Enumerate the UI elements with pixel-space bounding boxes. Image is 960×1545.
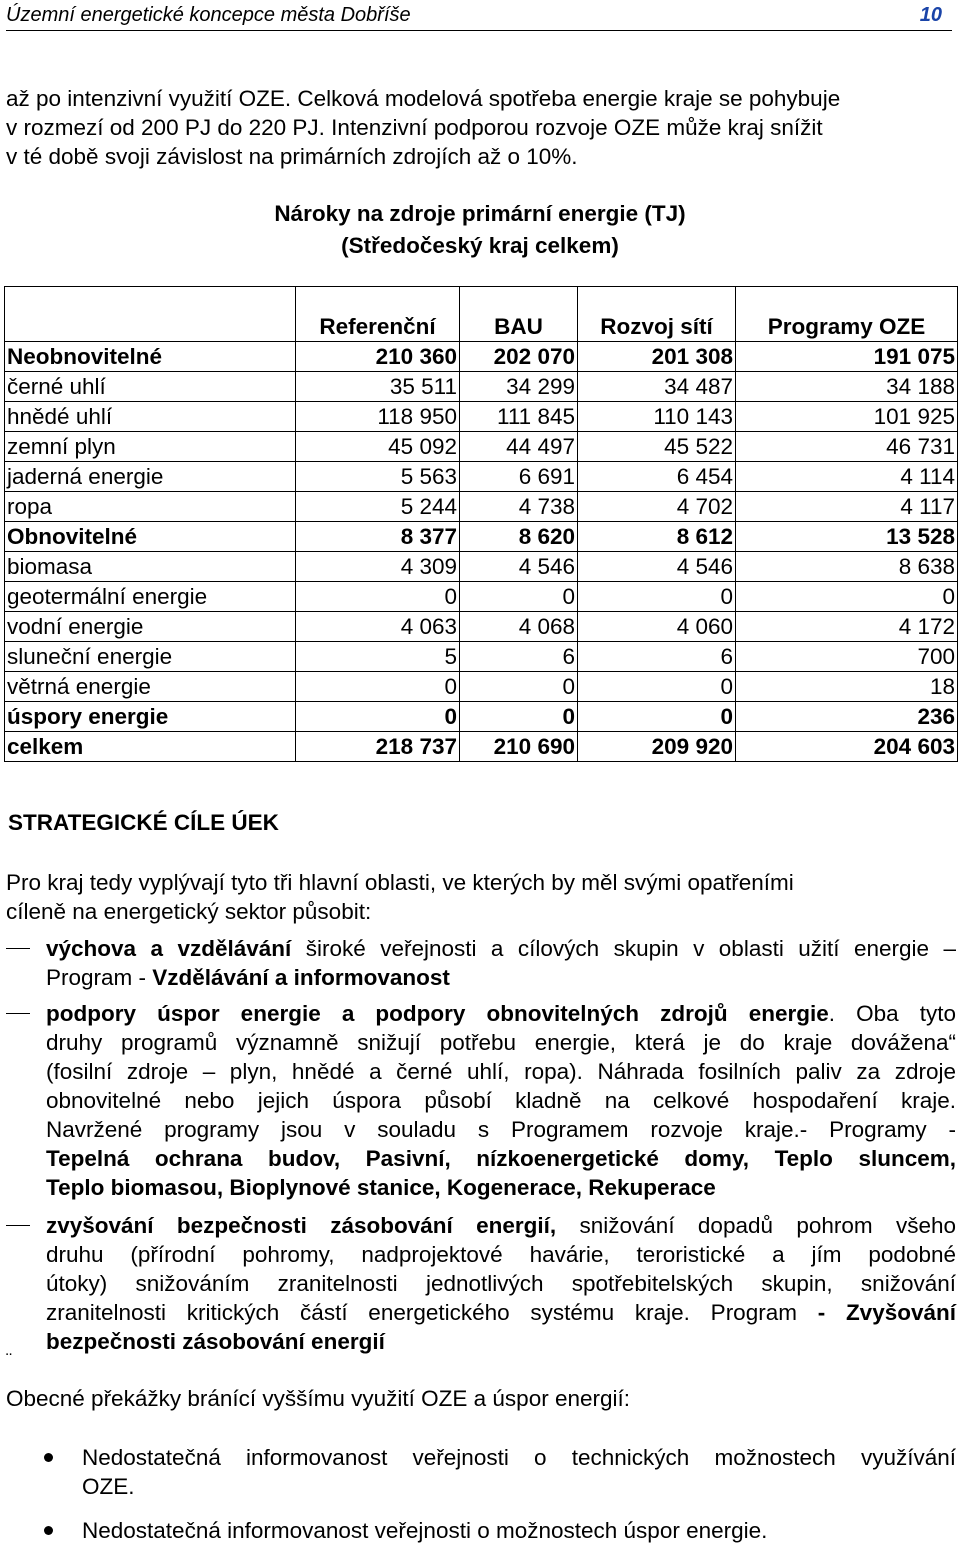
section-intro <box>6 868 794 926</box>
table-cell: 210 690 <box>460 732 578 762</box>
table-cell: 4 309 <box>296 552 460 582</box>
table-cell: 0 <box>460 582 578 612</box>
text: (fosilní zdroje – plyn, hnědé a černé uhlí, ropa). Náhrada fosilních paliv za zdroje <box>46 1059 956 1084</box>
dash-marker <box>6 948 30 949</box>
table-cell: 4 117 <box>736 492 958 522</box>
table-cell: 0 <box>578 702 736 732</box>
table-cell: 0 <box>296 672 460 702</box>
energy-table <box>4 286 958 762</box>
section-intro-line: cíleně na energetický sektor působit: <box>6 899 372 924</box>
row-label: geotermální energie <box>5 582 296 612</box>
table-cell: 5 563 <box>296 462 460 492</box>
bold-text: zvyšování bezpečnosti zásobování energií, <box>46 1213 557 1238</box>
goal-line <box>46 1211 956 1240</box>
table-cell: 0 <box>296 582 460 612</box>
table-cell: 5 <box>296 642 460 672</box>
table-row <box>5 582 958 612</box>
table-row <box>5 612 958 642</box>
table-cell: 8 612 <box>578 522 736 552</box>
row-label: černé uhlí <box>5 372 296 402</box>
obstacles-intro: Obecné překážky bránící vyššímu využití OZE a úspor energií: <box>6 1386 631 1411</box>
table-cell: 236 <box>736 702 958 732</box>
goal-line <box>46 1057 956 1086</box>
goal-line <box>46 1086 956 1115</box>
table-row <box>5 372 958 402</box>
table-row <box>5 552 958 582</box>
text: Program - <box>46 965 153 990</box>
table-cell: 44 497 <box>460 432 578 462</box>
obstacle-item <box>82 1516 956 1545</box>
obstacle-line: Nedostatečná informovanost veřejnosti o technických možnostech využívání <box>82 1445 956 1470</box>
table-cell: 210 360 <box>296 342 460 372</box>
goal-item <box>46 999 956 1202</box>
row-label: větrná energie <box>5 672 296 702</box>
table-cell: 0 <box>578 672 736 702</box>
row-label: biomasa <box>5 552 296 582</box>
goal-line <box>46 1028 956 1057</box>
intro-line: až po intenzivní využití OZE. Celková modelová spotřeba energie kraje se pohybuje <box>6 86 841 111</box>
table-row <box>5 672 958 702</box>
table-cell: 13 528 <box>736 522 958 552</box>
table-cell: 34 299 <box>460 372 578 402</box>
intro-paragraph <box>6 84 840 171</box>
table-cell: 4 068 <box>460 612 578 642</box>
text: široké veřejnosti a cílových skupin v oblasti užití energie – <box>291 936 957 961</box>
table-cell: 4 114 <box>736 462 958 492</box>
column-header <box>5 287 296 342</box>
bullet-icon <box>44 1526 53 1535</box>
table-row <box>5 432 958 462</box>
table-cell: 204 603 <box>736 732 958 762</box>
table-cell: 0 <box>736 582 958 612</box>
table-cell: 6 454 <box>578 462 736 492</box>
table-row <box>5 642 958 672</box>
bold-text: Vzdělávání a informovanost <box>152 965 450 990</box>
table-row <box>5 402 958 432</box>
row-label: jaderná energie <box>5 462 296 492</box>
table-cell: 0 <box>460 702 578 732</box>
page-header <box>6 2 952 32</box>
table-cell: 35 511 <box>296 372 460 402</box>
dash-marker <box>6 1013 30 1014</box>
bold-text: bezpečnosti zásobování energií <box>46 1329 385 1354</box>
table-cell: 111 845 <box>460 402 578 432</box>
table-cell: 110 143 <box>578 402 736 432</box>
row-label: hnědé uhlí <box>5 402 296 432</box>
table-row <box>5 702 958 732</box>
table-row <box>5 462 958 492</box>
text: druhu (přírodní pohromy, nadprojektové havárie, teroristické a jím podobné <box>46 1242 956 1267</box>
table-cell: 218 737 <box>296 732 460 762</box>
table-cell: 6 <box>578 642 736 672</box>
row-label: sluneční energie <box>5 642 296 672</box>
table-cell: 46 731 <box>736 432 958 462</box>
bold-text: podpory úspor energie a podpory obnovitelných zdrojů energie <box>46 1001 829 1026</box>
table-row <box>5 732 958 762</box>
goal-item <box>46 1211 956 1356</box>
row-label: celkem <box>5 732 296 762</box>
table-title-line: Nároky na zdroje primární energie (TJ) <box>274 201 686 226</box>
table-header-row <box>5 287 958 342</box>
stray-mark: ¨ <box>6 1350 12 1370</box>
table-cell: 45 092 <box>296 432 460 462</box>
table-row <box>5 522 958 552</box>
row-label: Neobnovitelné <box>5 342 296 372</box>
table-cell: 118 950 <box>296 402 460 432</box>
row-label: Obnovitelné <box>5 522 296 552</box>
row-label: zemní plyn <box>5 432 296 462</box>
goal-line <box>46 999 956 1028</box>
goal-line <box>46 934 956 963</box>
document-title: Územní energetické koncepce města Dobříše <box>6 4 411 26</box>
obstacle-line: Nedostatečná informovanost veřejnosti o možnostech úspor energie. <box>82 1518 768 1543</box>
row-label: úspory energie <box>5 702 296 732</box>
bold-text: výchova a vzdělávání <box>46 936 292 961</box>
intro-line: v té době svoji závislost na primárních zdrojích až o 10%. <box>6 144 578 169</box>
text: obnovitelné nebo jejich úspora působí kladně na celkové hospodaření kraje. <box>46 1088 956 1113</box>
table-cell: 700 <box>736 642 958 672</box>
bold-text: Tepelná ochrana budov, Pasivní, nízkoenergetické domy, Teplo sluncem, <box>46 1146 956 1171</box>
table-cell: 101 925 <box>736 402 958 432</box>
row-label: vodní energie <box>5 612 296 642</box>
table-cell: 4 060 <box>578 612 736 642</box>
table-cell: 6 <box>460 642 578 672</box>
intro-line: v rozmezí od 200 PJ do 220 PJ. Intenzivní podporou rozvoje OZE může kraj snížit <box>6 115 823 140</box>
table-cell: 8 620 <box>460 522 578 552</box>
bold-text: Teplo biomasou, Bioplynové stanice, Kogenerace, Rekuperace <box>46 1175 716 1200</box>
goal-line <box>46 1115 956 1144</box>
table-cell: 5 244 <box>296 492 460 522</box>
obstacle-line: OZE. <box>82 1474 135 1499</box>
table-cell: 45 522 <box>578 432 736 462</box>
text: útoky) snižováním zranitelnosti jednotlivých spotřebitelských skupin, snižování <box>46 1271 956 1296</box>
table-cell: 18 <box>736 672 958 702</box>
section-intro-line: Pro kraj tedy vyplývají tyto tři hlavní oblasti, ve kterých by měl svými opatřeními <box>6 870 794 895</box>
table-cell: 8 638 <box>736 552 958 582</box>
goal-line <box>46 963 956 992</box>
text: snižování dopadů pohrom všeho <box>556 1213 957 1238</box>
table-cell: 201 308 <box>578 342 736 372</box>
text: druhy programů významně snižují potřebu energie, která je do kraje dovážena“ <box>46 1030 956 1055</box>
table-cell: 6 691 <box>460 462 578 492</box>
column-header: Programy OZE <box>736 287 958 342</box>
goal-line <box>46 1173 956 1202</box>
table-title-line: (Středočeský kraj celkem) <box>341 233 619 258</box>
column-header: BAU <box>460 287 578 342</box>
table-cell: 0 <box>578 582 736 612</box>
goal-line <box>46 1144 956 1173</box>
bold-text: - Zvyšování <box>817 1300 956 1325</box>
goal-item <box>46 934 956 992</box>
table-cell: 4 702 <box>578 492 736 522</box>
table-title <box>0 198 960 262</box>
table-cell: 34 188 <box>736 372 958 402</box>
table-cell: 4 546 <box>460 552 578 582</box>
table-cell: 4 172 <box>736 612 958 642</box>
text: Navržené programy jsou v souladu s Programem rozvoje kraje.- Programy - <box>46 1117 956 1142</box>
column-header: Rozvoj sítí <box>578 287 736 342</box>
table-cell: 34 487 <box>578 372 736 402</box>
table-cell: 0 <box>296 702 460 732</box>
table-cell: 4 546 <box>578 552 736 582</box>
row-label: ropa <box>5 492 296 522</box>
table-row <box>5 492 958 522</box>
table-cell: 191 075 <box>736 342 958 372</box>
table-cell: 209 920 <box>578 732 736 762</box>
section-title: STRATEGICKÉ CÍLE ÚEK <box>8 810 279 835</box>
dash-marker <box>6 1225 30 1226</box>
table-cell: 8 377 <box>296 522 460 552</box>
page-number: 10 <box>919 4 942 26</box>
goal-line <box>46 1327 956 1356</box>
bullet-icon <box>44 1453 53 1462</box>
text: zranitelnosti kritických částí energetického systému kraje. Program <box>46 1300 818 1325</box>
column-header: Referenční <box>296 287 460 342</box>
table-cell: 202 070 <box>460 342 578 372</box>
table-cell: 4 738 <box>460 492 578 522</box>
obstacle-item <box>82 1443 956 1501</box>
goal-line <box>46 1298 956 1327</box>
text: . Oba tyto <box>828 1001 956 1026</box>
table-cell: 4 063 <box>296 612 460 642</box>
table-row <box>5 342 958 372</box>
goal-line <box>46 1240 956 1269</box>
table-cell: 0 <box>460 672 578 702</box>
header-rule <box>6 30 952 31</box>
goal-line <box>46 1269 956 1298</box>
